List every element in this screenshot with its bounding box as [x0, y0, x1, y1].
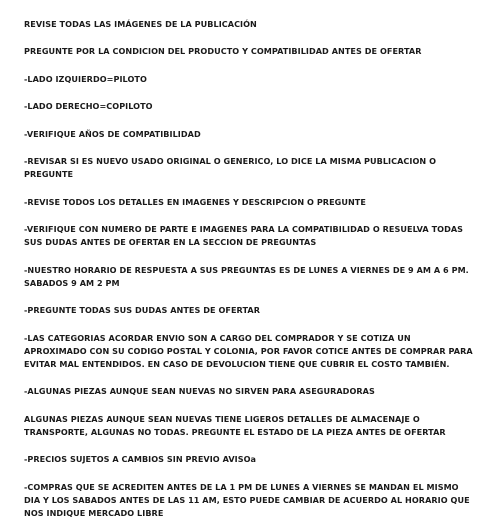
paragraph-shipping: -LAS CATEGORIAS ACORDAR ENVIO SON A CARGO DEL COMPRADOR Y SE COTIZA UN APROXIMADO CON SU CODIGO POSTAL Y COLONIA, POR FAVOR COTICE ANTES DE COMPRAR PARA EVITAR MAL ENTENDIDOS. EN CASO DE DEVOLUCION TIENE QUE CUBRIR EL COSTO TAMBIÉN. [24, 332, 473, 369]
paragraph-right-side: -LADO DERECHO=COPILOTO [24, 101, 153, 112]
paragraph-ask-condition: PREGUNTE POR LA CONDICION DEL PRODUCTO Y COMPATIBILIDAD ANTES DE OFERTAR [24, 46, 422, 57]
paragraph-schedule: -NUESTRO HORARIO DE RESPUESTA A SUS PREGUNTAS ES DE LUNES A VIERNES DE 9 AM A 6 PM. SABADOS 9 AM 2 PM [24, 264, 469, 288]
paragraph-left-side: -LADO IZQUIERDO=PILOTO [24, 73, 147, 84]
paragraph-part-number: -VERIFIQUE CON NUMERO DE PARTE E IMAGENES PARA LA COMPATIBILIDAD O RESUELVA TODAS SUS DUDAS ANTES DE OFERTAR EN LA SECCION DE PREGUNTAS [24, 223, 464, 248]
paragraph-ask-doubts: -PREGUNTE TODAS SUS DUDAS ANTES DE OFERTAR [24, 305, 261, 316]
paragraph-review-details: -REVISE TODOS LOS DETALLES EN IMAGENES Y DESCRIPCION O PREGUNTE [24, 196, 366, 207]
paragraph-review-images: REVISE TODAS LAS IMÁGENES DE LA PUBLICACIÓN [24, 19, 257, 29]
paragraph-new-used: -REVISAR SI ES NUEVO USADO ORIGINAL O GENERICO, LO DICE LA MISMA PUBLICACION O PREGUNTE [24, 155, 436, 180]
paragraph-storage-details: ALGUNAS PIEZAS AUNQUE SEAN NUEVAS TIENE LIGEROS DETALLES DE ALMACENAJE O TRANSPORTE, ALGUNAS NO TODAS. PREGUNTE EL ESTADO DE LA PIEZA ANTES DE OFERTAR [24, 413, 446, 437]
paragraph-verify-years: -VERIFIQUE AÑOS DE COMPATIBILIDAD [24, 128, 201, 139]
paragraph-insurers: -ALGUNAS PIEZAS AUNQUE SEAN NUEVAS NO SIRVEN PARA ASEGURADORAS [24, 386, 375, 397]
paragraph-prices: -PRECIOS SUJETOS A CAMBIOS SIN PREVIO AVISOa [24, 454, 257, 465]
paragraph-dispatch-times: -COMPRAS QUE SE ACREDITEN ANTES DE LA 1 PM DE LUNES A VIERNES SE MANDAN EL MISMO DIA Y LOS SABADOS ANTES DE LAS 11 AM, ESTO PUEDE CAMBIAR DE ACUERDO AL HORARIO QUE NOS INDIQUE MERCADO LIBRE [24, 481, 470, 519]
